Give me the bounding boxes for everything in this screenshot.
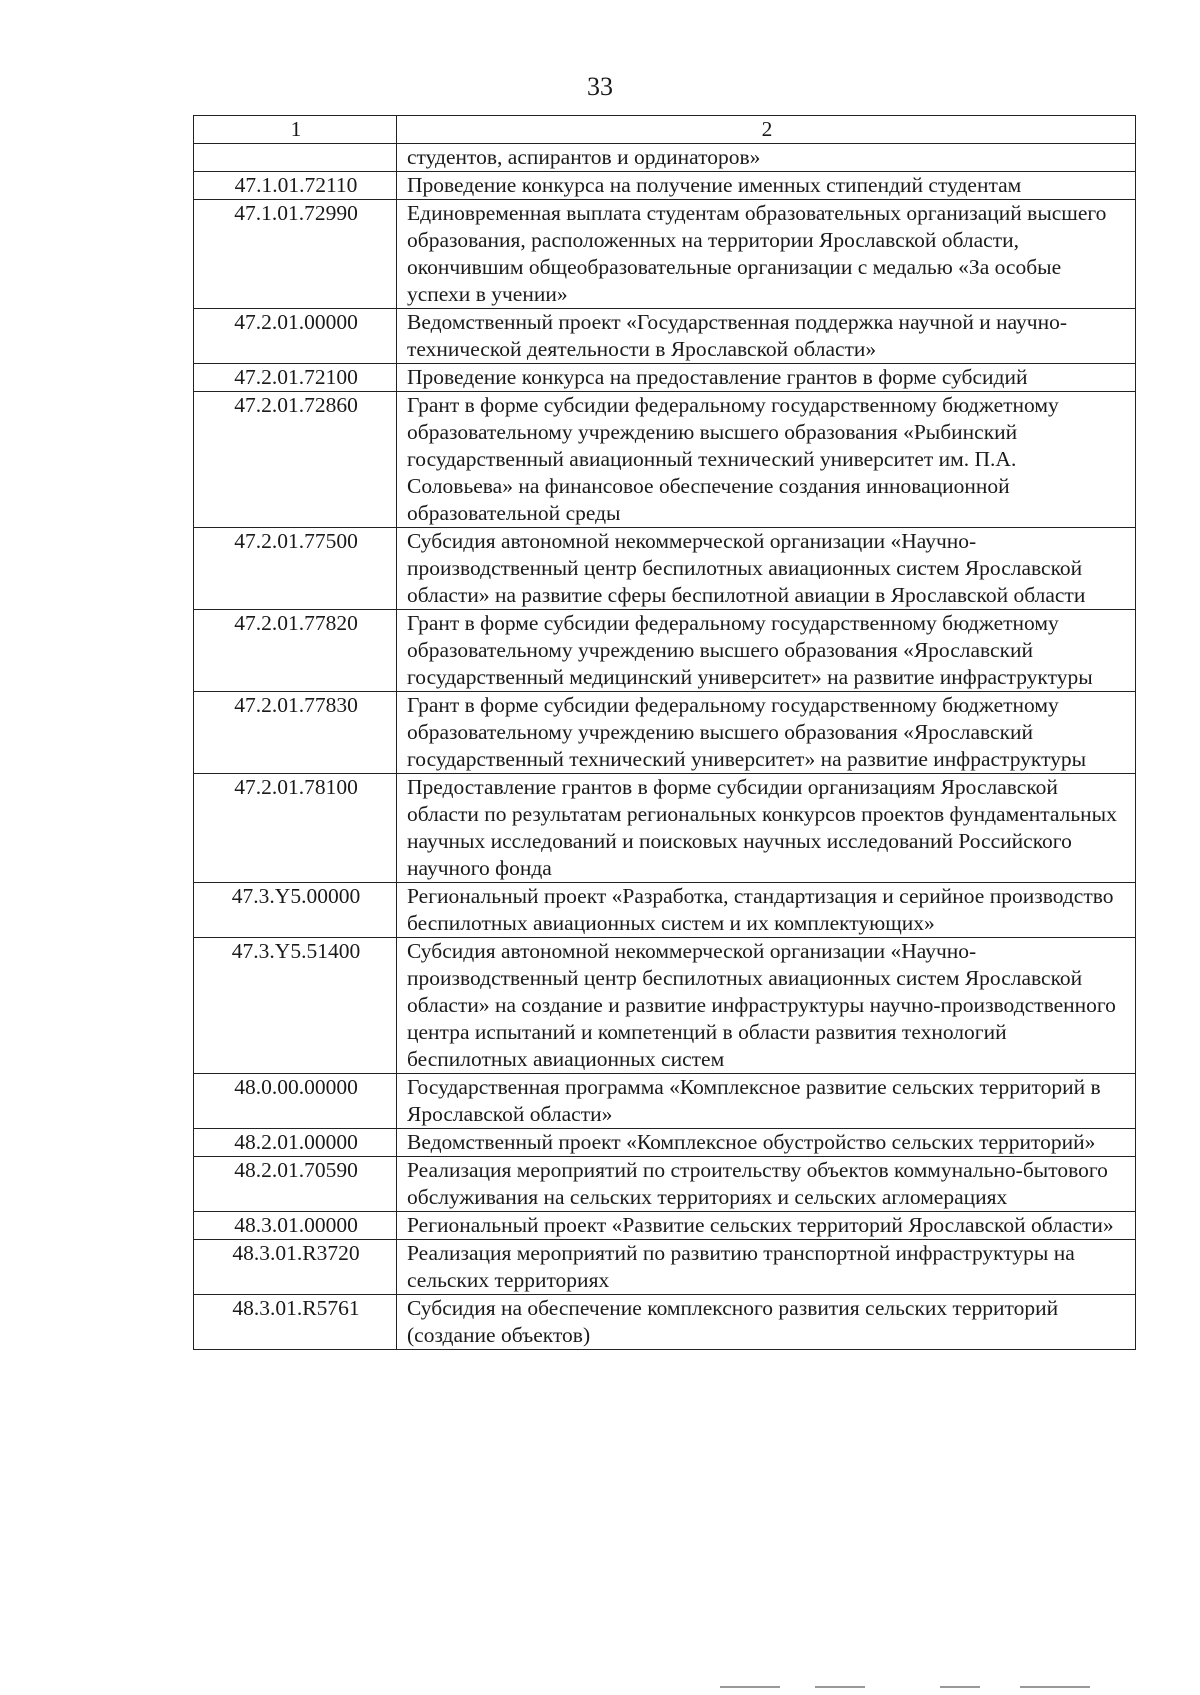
table-row	[194, 172, 1136, 200]
table-row	[194, 774, 1136, 883]
row-code-cell: 47.2.01.00000	[194, 309, 397, 364]
row-code-cell: 47.3.Y5.51400	[194, 938, 397, 1074]
table-header-row	[194, 116, 1136, 144]
table-row	[194, 1212, 1136, 1240]
row-name-cell: Единовременная выплата студентам образовательных организаций высшего образования, расположенных на территории Ярославской области, окончившим общеобразовательные организации с медалью «За особые успехи в учении»	[397, 200, 1136, 309]
table-row	[194, 883, 1136, 938]
table-row	[194, 692, 1136, 774]
table-row	[194, 938, 1136, 1074]
table-row	[194, 1240, 1136, 1295]
row-name-cell: Реализация мероприятий по развитию транспортной инфраструктуры на сельских территориях	[397, 1240, 1136, 1295]
table-row	[194, 200, 1136, 309]
table-row	[194, 1129, 1136, 1157]
table-row	[194, 1157, 1136, 1212]
column-header-1: 1	[194, 116, 397, 144]
table-row	[194, 309, 1136, 364]
row-code-cell: 48.2.01.70590	[194, 1157, 397, 1212]
row-code-cell: 47.2.01.72100	[194, 364, 397, 392]
row-name-cell: Ведомственный проект «Комплексное обустройство сельских территорий»	[397, 1129, 1136, 1157]
row-code-cell: 47.2.01.78100	[194, 774, 397, 883]
budget-classification-table	[193, 115, 1136, 1350]
table-row	[194, 392, 1136, 528]
row-name-cell: Предоставление грантов в форме субсидии организациям Ярославской области по результатам региональных конкурсов проектов фундаментальных научных исследований и поисковых научных исследований Российского научного фонда	[397, 774, 1136, 883]
table-row	[194, 144, 1136, 172]
row-name-cell: Субсидия на обеспечение комплексного развития сельских территорий (создание объектов)	[397, 1295, 1136, 1350]
row-name-cell: Грант в форме субсидии федеральному государственному бюджетному образовательному учреждению высшего образования «Ярославский государственный технический университет» на развитие инфраструктуры	[397, 692, 1136, 774]
row-name-cell: Субсидия автономной некоммерческой организации «Научно-производственный центр беспилотных авиационных систем Ярославской области» на создание и развитие инфраструктуры научно-производственного центра испытаний и компетенций в области развития технологий беспилотных авиационных систем	[397, 938, 1136, 1074]
column-header-2: 2	[397, 116, 1136, 144]
row-name-cell: Грант в форме субсидии федеральному государственному бюджетному образовательному учреждению высшего образования «Ярославский государственный медицинский университет» на развитие инфраструктуры	[397, 610, 1136, 692]
table-row	[194, 1074, 1136, 1129]
table-row	[194, 1295, 1136, 1350]
row-name-cell: Ведомственный проект «Государственная поддержка научной и научно-технической деятельности в Ярославской области»	[397, 309, 1136, 364]
row-code-cell: 48.0.00.00000	[194, 1074, 397, 1129]
row-code-cell: 47.2.01.77500	[194, 528, 397, 610]
row-code-cell: 48.3.01.00000	[194, 1212, 397, 1240]
row-code-cell: 47.2.01.77820	[194, 610, 397, 692]
row-name-cell: Реализация мероприятий по строительству объектов коммунально-бытового обслуживания на сельских территориях и сельских агломерациях	[397, 1157, 1136, 1212]
row-code-cell: 47.2.01.72860	[194, 392, 397, 528]
page-number: 33	[587, 72, 613, 101]
row-name-cell: студентов, аспирантов и ординаторов»	[397, 144, 1136, 172]
row-name-cell: Региональный проект «Развитие сельских территорий Ярославской области»	[397, 1212, 1136, 1240]
row-code-cell: 48.3.01.R3720	[194, 1240, 397, 1295]
row-code-cell	[194, 144, 397, 172]
row-code-cell: 48.3.01.R5761	[194, 1295, 397, 1350]
table-row	[194, 528, 1136, 610]
table-body	[194, 144, 1136, 1350]
table-row	[194, 610, 1136, 692]
scan-artifact-marks	[720, 1686, 1140, 1689]
row-name-cell: Государственная программа «Комплексное развитие сельских территорий в Ярославской области»	[397, 1074, 1136, 1129]
row-name-cell: Региональный проект «Разработка, стандартизация и серийное производство беспилотных авиационных систем и их комплектующих»	[397, 883, 1136, 938]
row-code-cell: 48.2.01.00000	[194, 1129, 397, 1157]
table-row	[194, 364, 1136, 392]
row-code-cell: 47.2.01.77830	[194, 692, 397, 774]
row-name-cell: Грант в форме субсидии федеральному государственному бюджетному образовательному учреждению высшего образования «Рыбинский государственный авиационный технический университет им. П.А. Соловьева» на финансовое обеспечение создания инновационной образовательной среды	[397, 392, 1136, 528]
row-name-cell: Проведение конкурса на получение именных стипендий студентам	[397, 172, 1136, 200]
row-code-cell: 47.1.01.72110	[194, 172, 397, 200]
row-code-cell: 47.3.Y5.00000	[194, 883, 397, 938]
row-name-cell: Субсидия автономной некоммерческой организации «Научно-производственный центр беспилотных авиационных систем Ярославской области» на развитие сферы беспилотной авиации в Ярославской области	[397, 528, 1136, 610]
row-name-cell: Проведение конкурса на предоставление грантов в форме субсидий	[397, 364, 1136, 392]
row-code-cell: 47.1.01.72990	[194, 200, 397, 309]
